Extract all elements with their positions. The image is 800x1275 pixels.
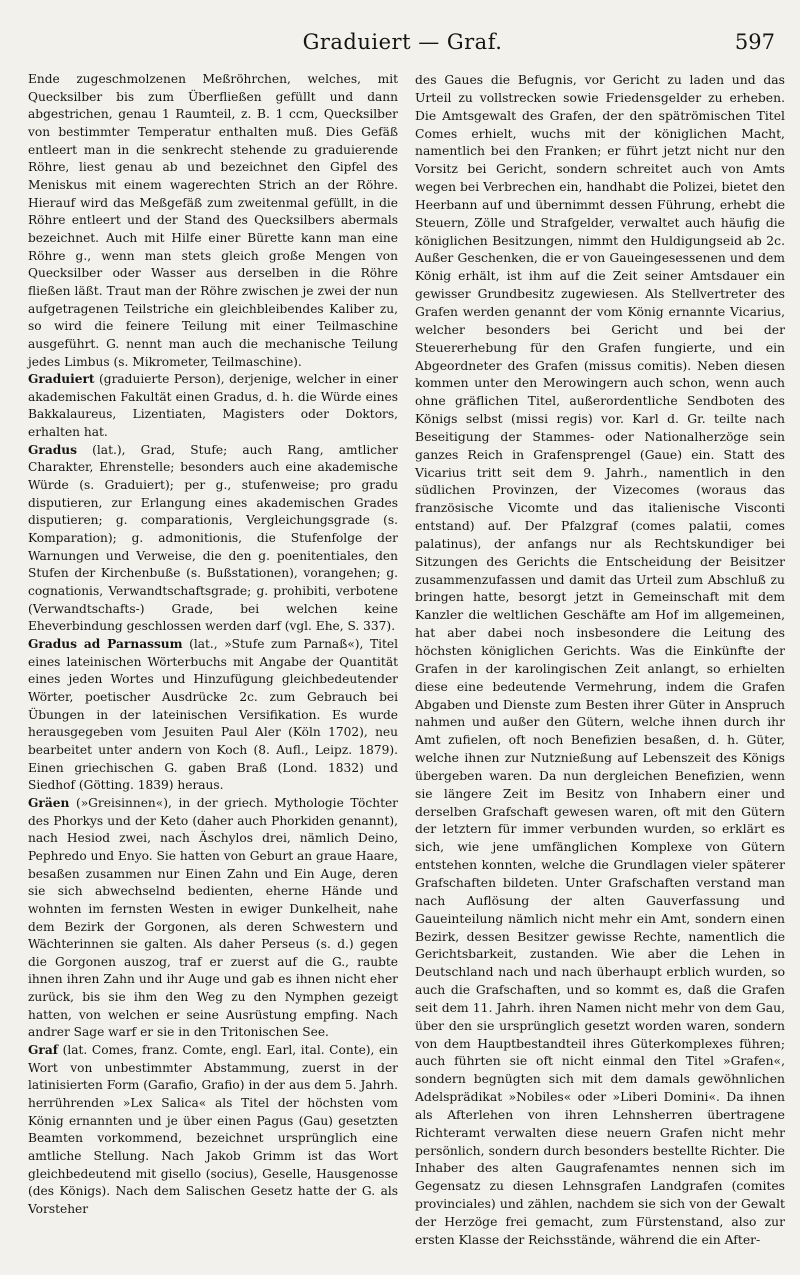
entry-text: (lat., »Stufe zum Parnaß«), Titel eines lateinischen Wörterbuchs mit Angabe der Quantität eines jeden Wortes und Hinzufügung gleichbedeutender Wörter, poetischer Ausdrücke 2c. zum Gebrauch bei Übungen in der lateinischen Versifikation. Es wurde herausgegeben vom Jesuiten Paul Aler (Köln 1702), neu bearbeitet unter andern von Koch (8. Aufl., Leipz. 1879). Einen griechischen G. gaben Braß (Lond. 1832) und Siedhof (Götting. 1839) heraus. — [28, 637, 398, 793]
headword: Graf — [28, 1043, 58, 1058]
entry-graf — [28, 1042, 398, 1219]
entry-text: des Gaues die Befugnis, vor Gericht zu laden und das Urteil zu vollstrecken sowie Friedensgelder zu erheben. Die Amtsgewalt des Grafen, der den spätrömischen Titel Comes erhielt, wuchs mit der königlichen Macht, namentlich bei den Franken; er führt jetzt nicht nur den Vorsitz bei Gericht, sondern schreitet auch von Amts wegen bei Verbrechen ein, handhabt die Polizei, bietet den Heerbann auf und übernimmt dessen Führung, erhebt die Steuern, Zölle und Strafgelder, verwaltet auch häufig die königlichen Besitzungen, nimmt den Huldigungseid ab 2c. Außer Geschenken, die er von Gaueingesessenen und dem König erhält, ist ihm auf die Zeit seiner Amtsdauer ein gewisser Grundbesitz zugewiesen. Als Stellvertreter des Grafen werden genannt der vom König ernannte Vicarius, welcher besonders bei Gericht und bei der Steuererhebung für den Grafen fungierte, und ein Abgeordneter des Grafen (missus comitis). Neben diesen kommen unter den Merowingern auch schon, wenn auch ohne gräflichen Titel, außerordentliche Sendboten des Königs selbst (missi regis) vor. Karl d. Gr. teilte nach Beseitigung der Stammes- oder Nationalherzöge sein ganzes Reich in Grafensprengel (Gaue) ein. Statt des Vicarius tritt seit dem 9. Jahrh., namentlich in den südlichen Provinzen, der Vizecomes (woraus das französische Vicomte und das italienische Visconti entstand) auf. Der Pfalzgraf (comes palatii, comes palatinus), der anfangs nur als Rechtskundiger bei Sitzungen des Gerichts die Entscheidung der Beisitzer zusammenzufassen und damit das Urteil zum Abschluß zu bringen hatte, besorgt jetzt in Gemeinschaft mit dem Kanzler die weltlichen Geschäfte am Hof im allgemeinen, hat aber dabei noch insbesondere die Leitung des höchsten königlichen Gerichts. Was die Einkünfte der Grafen in der karolingischen Zeit anlangt, so erhielten diese eine bedeutende Vermehrung, indem die Grafen Abgaben und Dienste zum Besten ihrer Güter in Anspruch nahmen und außer den Gütern, welche ihnen durch ihr Amt zufielen, oft noch Benefizien besaßen, d. h. Güter, welche ihnen zur Nutznießung auf Lebenszeit des Königs übergeben waren. Da nun dergleichen Benefizien, wenn sie längere Zeit im Besitz von Inhabern einer und derselben Grafschaft gewesen waren, oft mit den Gütern der letztern für immer verbunden wurden, so erklärt es sich, wie jene umfänglichen Komplexe von Gütern entstehen konnten, welche die Grundlagen vieler späterer Grafschaften bildeten. Unter Grafschaften verstand man nach Auflösung der alten Gauverfassung und Gaueinteilung nämlich nicht mehr ein Amt, sondern einen Bezirk, dessen Besitzer gewisse Rechte, namentlich die Gerichtsbarkeit, zustanden. Wie aber die Lehen in Deutschland nach und nach überhaupt erblich wurden, so auch die Grafschaften, und so kommt es, daß die Grafen seit dem 11. Jahrh. ihren Namen nicht mehr von dem Gau, über den sie ursprünglich gesetzt worden waren, sondern von dem Hauptbestandteil ihres Güterkomplexes führen; auch führten sie oft nicht einmal den Titel »Grafen«, sondern begnügten sich mit dem damals gewöhnlichen Adelsprädikat »Nobiles« oder »Liberi Domini«. Da ihnen als Afterlehen von ihren Lehnsherren übertragene Richteramt verwalten diese neuern Grafen nicht mehr persönlich, sondern durch besonders bestellte Richter. Die Inhaber des alten Gaugrafenamtes nennen sich im Gegensatz zu diesen Lehnsgrafen Landgrafen (comites provinciales) und zählen, nachdem sie sich von der Gewalt der Herzöge frei gemacht, zum Fürstenstand, also zur ersten Klasse der Reichsstände, während die ein After- — [415, 73, 785, 1247]
running-head: Graduiert — Graf. — [302, 30, 503, 54]
entry-text: (»Greisinnen«), in der griech. Mythologie Töchter des Phorkys und der Keto (daher auch Phorkiden genannt), nach Hesiod zwei, nach Äschylos drei, nämlich Deino, Pephredo und Enyo. Sie hatten von Geburt an graue Haare, besaßen zusammen nur Einen Zahn und Ein Auge, deren sie sich abwechselnd bedienten, eherne Hände und wohnten im fernsten Westen in ewiger Dunkelheit, nahe dem Bezirk der Gorgonen, als deren Schwestern und Wächterinnen sie galten. Als daher Perseus (s. d.) gegen die Gorgonen auszog, traf er zuerst auf die G., raubte ihnen ihren Zahn und ihr Auge und gab es ihnen nicht eher zurück, bis sie ihm den Weg zu den Nymphen gezeigt hatten, von welchen er seine Ausrüstung empfing. Nach andrer Sage warf er sie in den Tritonischen See. — [28, 795, 398, 1040]
entry-graduiert — [28, 371, 398, 442]
headword: Gradus ad Parnassum — [28, 637, 183, 651]
page-number: 597 — [734, 30, 775, 54]
entry-text: (lat. Comes, franz. Comte, engl. Earl, ital. Conte), ein Wort von unbestimmter Abstammung, zuerst in der latinisierten Form (Garafio, Grafio) in der aus dem 5. Jahrh. herrührenden »Lex Salica« als Titel der höchsten vom König ernannten und je über einen Pagus (Gau) gesetzten Beamten vorkommend, bezeichnet ursprünglich eine amtliche Stellung. Nach Jakob Grimm ist das Wort gleichbedeutend mit gisello (socius), Geselle, Hausgenosse (des Königs). Nach dem Salischen Gesetz hatte der G. als Vorsteher — [28, 1043, 398, 1216]
headword: Gradus — [28, 442, 77, 457]
entry-gradus — [28, 442, 398, 636]
headword: Gräen — [28, 795, 70, 810]
entry-text: (lat.), Grad, Stufe; auch Rang, amtlicher Charakter, Ehrenstelle; besonders auch eine akademische Würde (s. Graduiert); per g., stufenweise; pro gradu disputieren, zur Erlangung eines akademischen Grades disputieren; g. comparationis, Vergleichungsgrade (s. Komparation); g. admonitionis, die Stufenfolge der Warnungen und Verweise, die den g. poenitentiales, den Stufen der Kirchenbuße (s. Bußstationen), vorangehen; g. cognationis, Verwandtschaftsgrade; g. prohibiti, verbotene (Verwandtschafts-) Grade, bei welchen keine Eheverbindung geschlossen werden darf (vgl. Ehe, S. 337). — [28, 442, 398, 634]
entry-text: (graduierte Person), derjenige, welcher in einer akademischen Fakultät einen Gradus, d. h. die Würde eines Bakkalaureus, Lizentiaten, Magisters oder Doktors, erhalten hat. — [28, 372, 398, 440]
entry-gradus-ad-parnassum — [28, 636, 398, 795]
entry-continuation: Ende zugeschmolzenen Meßröhrchen, welches, mit Quecksilber bis zum Überfließen gefüllt und dann abgestrichen, genau 1 Raumteil, z. B. 1 ccm, Quecksilber von bestimmter Temperatur enthalten muß. Dies Gefäß entleert man in die senkrecht stehende zu graduierende Röhre, liest genau ab und bezeichnet den Gipfel des Meniskus mit einem wagerechten Strich an der Röhre. Hierauf wird das Meßgefäß zum zweitenmal gefüllt, in die Röhre entleert und der Stand des Quecksilbers abermals bezeichnet. Auch mit Hilfe einer Bürette kann man eine Röhre g., wenn man stets gleich große Mengen von Quecksilber oder Wasser aus derselben in die Röhre fließen läßt. Traut man der Röhre zwischen je zwei der nun aufgetragenen Teilstriche ein gleichbleibendes Kaliber zu, so wird die feinere Teilung mit einer Teilmaschine ausgeführt. G. nennt man auch die mechanische Teilung jedes Limbus (s. Mikrometer, Teilmaschine). — [28, 72, 398, 369]
page-header — [30, 30, 775, 60]
right-column — [415, 71, 785, 1250]
left-column — [28, 71, 398, 1219]
entry-graf-continued — [415, 71, 785, 1250]
entry-graeen — [28, 795, 398, 1042]
headword: Graduiert — [28, 372, 95, 387]
